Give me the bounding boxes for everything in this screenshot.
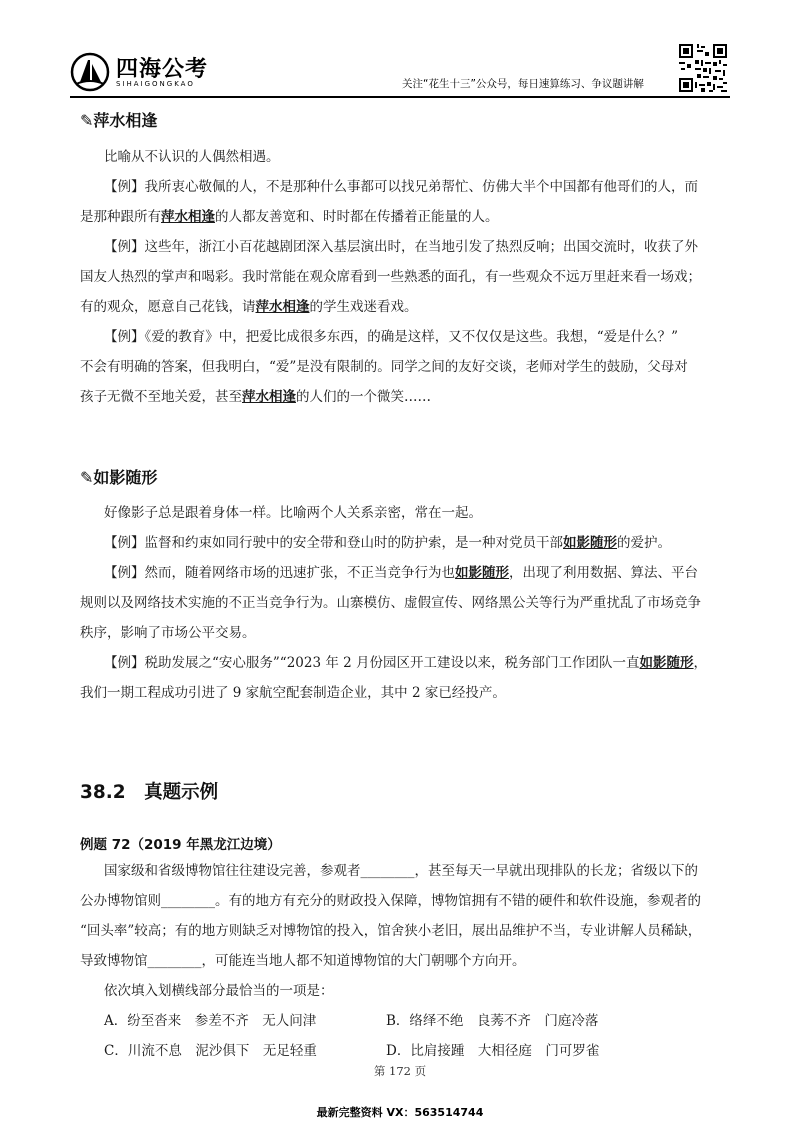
- highlighted-idiom: 萍水相逢: [161, 209, 215, 225]
- example-line: 【例】监督和约束如同行驶中的安全带和登山时的防护索，是一种对党员干部如影随形的爱护。: [104, 535, 671, 551]
- idiom-definition: 比喻从不认识的人偶然相遇。: [104, 149, 280, 165]
- example-line: 有的观众，愿意自己花钱，请萍水相逢的学生戏迷看戏。: [80, 299, 418, 315]
- option-d: D．比肩接踵 大相径庭 门可罗雀: [386, 1043, 600, 1059]
- option-c: C．川流不息 泥沙俱下 无足轻重: [104, 1043, 317, 1059]
- example-line: 【例】我所衷心敬佩的人，不是那种什么事都可以找兄弟帮忙、仿佛大半个中国都有他哥们的人，而: [104, 179, 698, 195]
- example-line: 【例】税助发展之“安心服务”“2023 年 2 月份园区开工建设以来，税务部门工作团队一直如影随形，: [104, 655, 708, 671]
- question-text: 公办博物馆则________。有的地方有充分的财政投入保障，博物馆拥有不错的硬件和软件设施，参观者的: [80, 893, 701, 909]
- logo-subtitle: SIHAIGONGKAO: [116, 80, 195, 88]
- example-line: 规则以及网络技术实施的不正当竞争行为。山寨模仿、虚假宣传、网络黑公关等行为严重扰乱了市场竞争: [80, 595, 701, 611]
- example-line: 是那种跟所有萍水相逢的人都友善宽和、时时都在传播着正能量的人。: [80, 209, 499, 225]
- question-text: 导致博物馆________，可能连当地人都不知道博物馆的大门朝哪个方向开。: [80, 953, 526, 969]
- example-title: 例题 72（2019 年黑龙江边境）: [80, 837, 281, 853]
- example-line: 【例】然而，随着网络市场的迅速扩张，不正当竞争行为也如影随形，出现了利用数据、算法、平台: [104, 565, 698, 581]
- qr-code-icon: [679, 44, 727, 92]
- header-note: 关注“花生十三”公众号，每日速算练习、争议题讲解: [402, 78, 644, 90]
- idiom-definition: 好像影子总是跟着身体一样。比喻两个人关系亲密，常在一起。: [104, 505, 482, 521]
- example-line: 不会有明确的答案，但我明白，“爱”是没有限制的。同学之间的友好交谈，老师对学生的鼓励，父母对: [80, 359, 688, 375]
- header-divider: [70, 96, 730, 98]
- logo-icon: [70, 52, 110, 92]
- page-number: 第 172 页: [373, 1064, 427, 1078]
- highlighted-idiom: 如影随形: [455, 565, 509, 581]
- highlighted-idiom: 如影随形: [563, 535, 617, 551]
- question-prompt: 依次填入划横线部分最恰当的一项是：: [104, 983, 334, 999]
- example-line: 我们一期工程成功引进了 9 家航空配套制造企业，其中 2 家已经投产。: [80, 685, 506, 701]
- question-text: “回头率”较高；有的地方则缺乏对博物馆的投入，馆舍狭小老旧，展出品维护不当，专业讲解人员稀缺，: [80, 923, 702, 939]
- idiom-heading: ✎如影随形: [80, 468, 158, 487]
- example-line: 【例】这些年，浙江小百花越剧团深入基层演出时，在当地引发了热烈反响；出国交流时，收获了外: [104, 239, 698, 255]
- idiom-heading: ✎萍水相逢: [80, 111, 158, 130]
- example-line: 秩序，影响了市场公平交易。: [80, 625, 256, 641]
- option-a: A．纷至沓来 参差不齐 无人问津: [104, 1013, 317, 1029]
- footer-contact: 最新完整资料 VX：563514744: [316, 1106, 484, 1119]
- highlighted-idiom: 萍水相逢: [255, 299, 310, 315]
- example-line: 孩子无微不至地关爱，甚至萍水相逢的人们的一个微笑……: [80, 389, 431, 405]
- logo-text: 四海公考: [116, 57, 209, 82]
- option-b: B．络绎不绝 良莠不齐 门庭冷落: [386, 1013, 599, 1029]
- example-line: 【例】《爱的教育》中，把爱比成很多东西，的确是这样，又不仅仅是这些。我想，“爱是什么？”: [104, 329, 679, 345]
- question-text: 国家级和省级博物馆往往建设完善，参观者________，甚至每天一早就出现排队的长龙；省级以下的: [104, 863, 698, 879]
- section-title: 38.2 真题示例: [80, 782, 219, 803]
- highlighted-idiom: 如影随形: [639, 655, 694, 671]
- highlighted-idiom: 萍水相逢: [242, 389, 296, 405]
- example-line: 国友人热烈的掌声和喝彩。我时常能在观众席看到一些熟悉的面孔，有一些观众不远万里赶来看一场戏；: [80, 269, 701, 285]
